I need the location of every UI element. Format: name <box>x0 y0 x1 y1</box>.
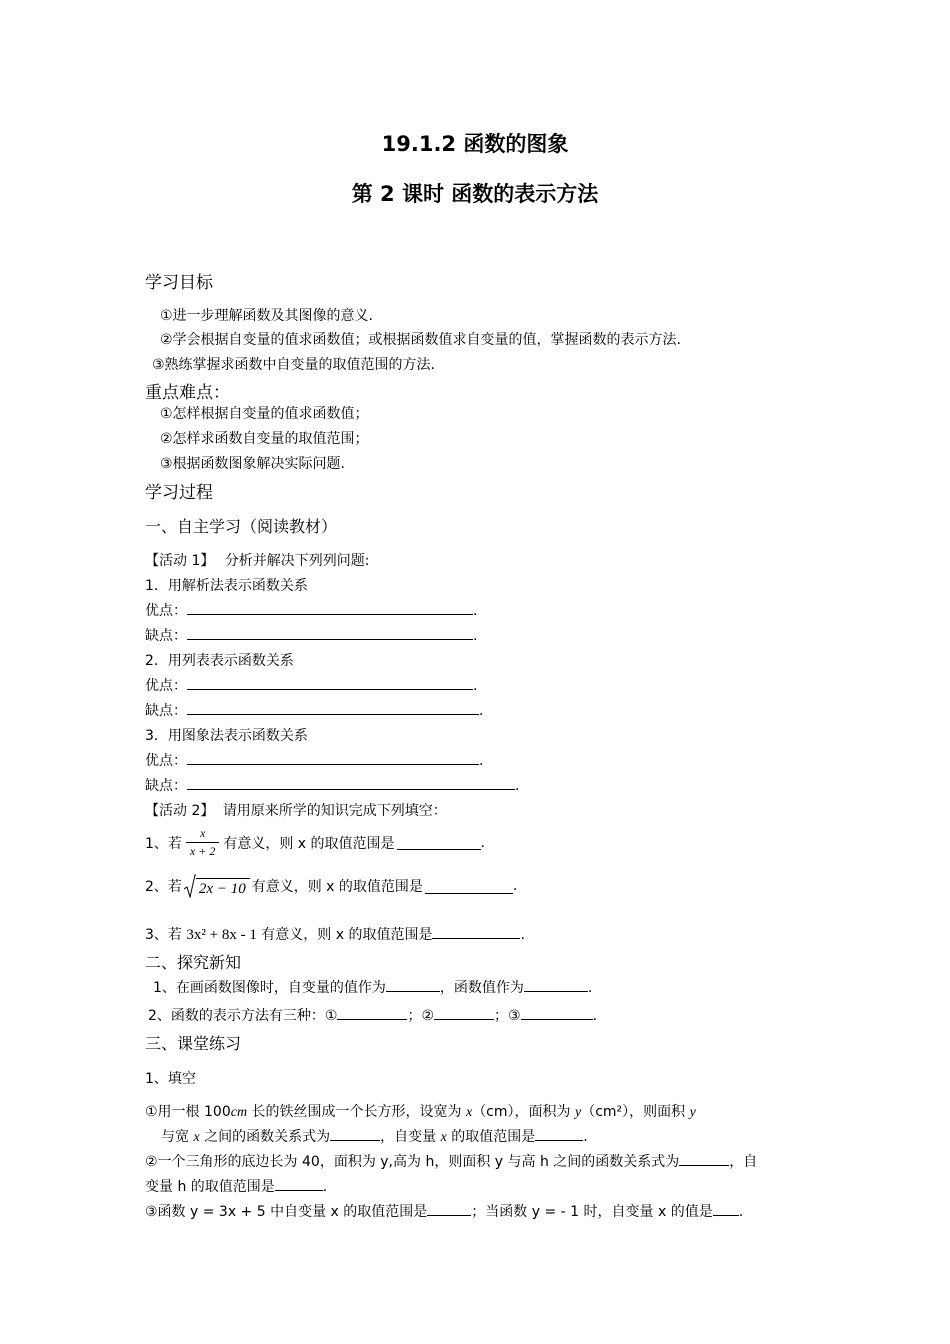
objectives-heading: 学习目标 <box>145 273 213 293</box>
pros-line: 优点： . <box>145 675 477 695</box>
explore-question-1: 1、在画函数图像时，自变量的值作为 ，函数值作为 . <box>153 977 592 997</box>
method-title: 2．用列表表示函数关系 <box>145 653 294 669</box>
method-title: 3．用图象法表示函数关系 <box>145 728 308 744</box>
answer-blank[interactable] <box>386 977 440 992</box>
radicand: 2x − 10 <box>196 878 250 898</box>
polynomial-expression: 3x² + 8x - 1 <box>186 927 257 943</box>
practice-heading: 1、填空 <box>145 1071 196 1087</box>
answer-blank[interactable] <box>521 1005 593 1020</box>
pros-line: 优点： . <box>145 750 483 770</box>
keypoint-item: ①怎样根据自变量的值求函数值； <box>160 406 369 422</box>
activity-2-question-1: 1、若 $\frac{x}{x + 2}$ 有意义，则 x 的取值范围是 . <box>145 826 485 858</box>
activity-2-text: 请用原来所学的知识完成下列填空： <box>222 803 447 819</box>
cons-label: 缺点： <box>145 778 187 794</box>
square-root <box>184 874 250 898</box>
answer-blank[interactable] <box>187 750 479 765</box>
method-title: 1．用解析法表示函数关系 <box>145 578 308 594</box>
objective-item: ③熟练掌握求函数中自变量的取值范围的方法. <box>152 357 435 373</box>
practice-item-1-line-2: 与宽 x 之间的函数关系式为 ，自变量 x 的取值范围是 . <box>161 1126 588 1146</box>
fraction <box>186 826 219 859</box>
answer-blank[interactable] <box>187 675 473 690</box>
pros-label: 优点： <box>145 678 187 694</box>
answer-blank[interactable] <box>679 1151 729 1166</box>
section-1-heading: 一、自主学习（阅读教材） <box>145 517 338 536</box>
keypoints-heading: 重点难点： <box>145 383 230 403</box>
activity-2-prompt <box>145 800 447 820</box>
fraction-numerator: x <box>199 826 206 840</box>
activity-1-prompt <box>145 550 370 570</box>
objective-item: ②学会根据自变量的值求函数值；或根据函数值求自变量的值，掌握函数的表示方法. <box>160 332 681 348</box>
answer-blank[interactable] <box>425 879 513 894</box>
section-3-heading: 三、课堂练习 <box>145 1034 242 1053</box>
answer-blank[interactable] <box>330 1126 380 1141</box>
activity-2-question-2: 2、若 2x − 10 有意义，则 x 的取值范围是 . <box>145 874 517 898</box>
cons-line: 缺点： . <box>145 775 519 795</box>
answer-blank[interactable] <box>535 1126 583 1141</box>
process-heading: 学习过程 <box>145 483 213 503</box>
practice-item-2-line-2: 变量 h 的取值范围是 . <box>145 1176 327 1196</box>
answer-blank[interactable] <box>397 835 481 850</box>
pros-label: 优点： <box>145 603 187 619</box>
radical-sign-icon <box>184 874 196 898</box>
answer-blank[interactable] <box>187 775 515 790</box>
answer-blank[interactable] <box>187 700 479 715</box>
section-2-heading: 二、探究新知 <box>145 953 242 972</box>
answer-blank[interactable] <box>434 1005 494 1020</box>
keypoint-item: ②怎样求函数自变量的取值范围； <box>160 431 369 447</box>
page-title: 19.1.2 函数的图象 <box>381 132 569 156</box>
answer-blank[interactable] <box>187 600 473 615</box>
answer-blank[interactable] <box>427 1201 471 1216</box>
practice-item-3: ③函数 y = 3x + 5 中自变量 x 的取值范围是 ；当函数 y = - 1 时，自变量 x 的值是 . <box>145 1201 743 1221</box>
fraction-denominator: x + 2 <box>186 842 219 859</box>
keypoint-item: ③根据函数图象解决实际问题. <box>160 456 346 472</box>
pros-line: 优点： . <box>145 600 477 620</box>
explore-question-2: 2、函数的表示方法有三种：① ；② ；③ . <box>148 1005 597 1025</box>
cons-line: 缺点： . <box>145 700 483 720</box>
cons-line: 缺点： . <box>145 625 477 645</box>
practice-item-2-line-1: ②一个三角形的底边长为 40，面积为 y,高为 h，则面积 y 与高 h 之间的函数关系式为 ，自 <box>145 1151 757 1171</box>
practice-item-1-line-1: ①用一根 100cm 长的铁丝围成一个长方形，设宽为 x（cm），面积为 y（cm²），则面积 y <box>145 1104 696 1120</box>
answer-blank[interactable] <box>337 1005 407 1020</box>
cons-label: 缺点： <box>145 628 187 644</box>
answer-blank[interactable] <box>713 1201 739 1216</box>
pros-label: 优点： <box>145 753 187 769</box>
activity-1-label: 【活动 1】 <box>145 553 215 569</box>
answer-blank[interactable] <box>187 625 473 640</box>
cons-label: 缺点： <box>145 703 187 719</box>
page-subtitle: 第 2 课时 函数的表示方法 <box>351 182 599 206</box>
activity-2-question-3: 3、若 3x² + 8x - 1 有意义，则 x 的取值范围是 . <box>145 924 525 944</box>
answer-blank[interactable] <box>524 977 588 992</box>
objective-item: ①进一步理解函数及其图像的意义. <box>160 308 374 324</box>
activity-2-label: 【活动 2】 <box>145 803 215 819</box>
answer-blank[interactable] <box>275 1176 323 1191</box>
activity-1-text: 分析并解决下列列问题: <box>224 553 370 569</box>
answer-blank[interactable] <box>432 924 520 939</box>
